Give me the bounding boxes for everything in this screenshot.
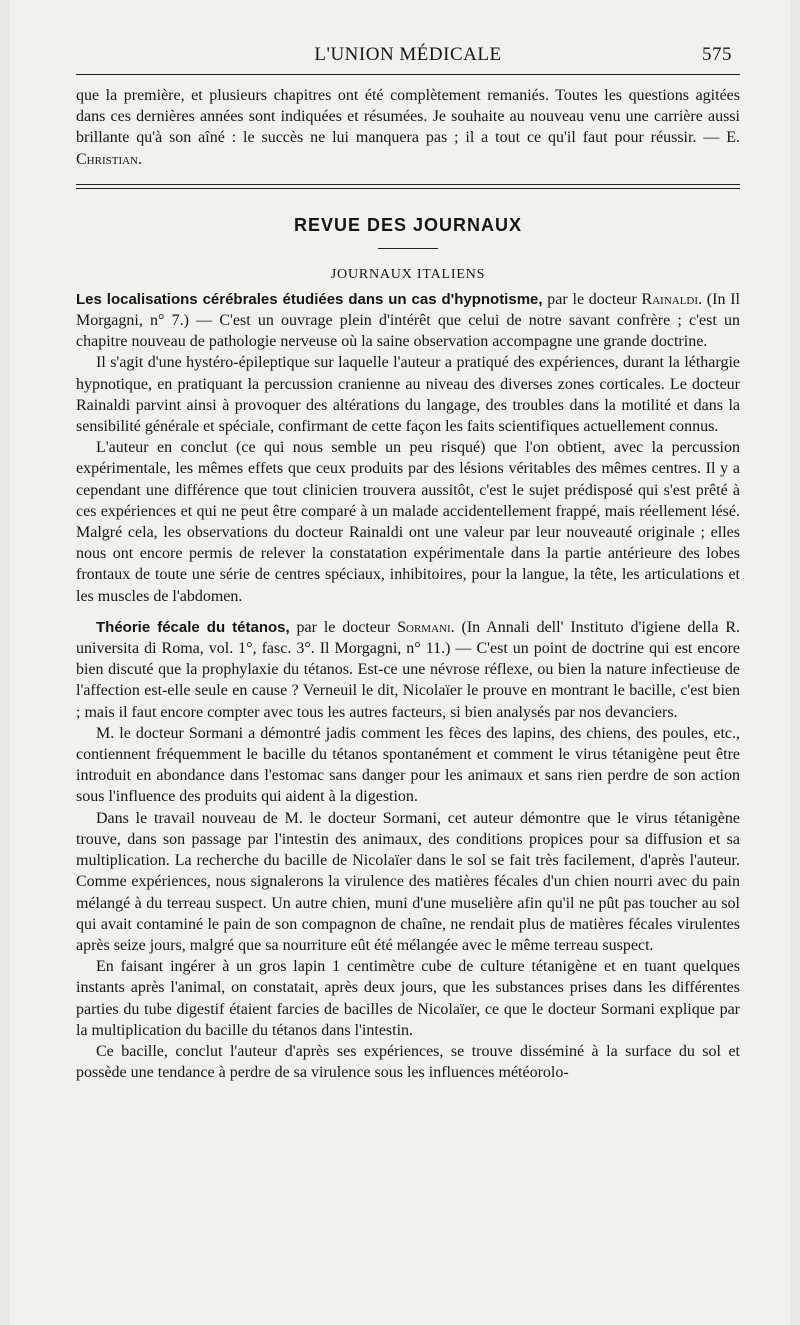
article1-intro: C'est un ouvrage plein d'intérêt que celui de notre savant confrère ; c'est un chapitre nouveau de pathologie nerveuse où la saine observation accompagne une grande doctrine. xyxy=(76,312,741,351)
review-end-paragraph xyxy=(76,85,740,170)
article1-title: Les localisations cérébrales étudiées dans un cas d'hypnotisme, xyxy=(76,290,543,308)
page-number: 575 xyxy=(702,44,732,65)
article1-author: Rainaldi. xyxy=(641,290,703,308)
journal-page xyxy=(10,0,790,1325)
article2-lead xyxy=(76,617,740,723)
article1-byline: par le docteur xyxy=(542,290,642,308)
section-title: REVUE DES JOURNAUX xyxy=(293,214,523,235)
header-rule xyxy=(76,74,740,75)
subsection-title: JOURNAUX ITALIENS xyxy=(330,266,486,282)
review-signature: E. Christian. xyxy=(76,129,740,168)
article1-paragraph-3: L'auteur en conclut (ce qui nous semble un peu risqué) que l'on obtient, avec la percussion expérimentale, les mêmes effets que ceux produits par des lésions véritables des mêmes centres. Il y a cependant une différence que tout clinicien trouvera aussitôt, c'est le sujet prédisposé qui s'est prêté à ces expériences et qui ne peut être comparé à un malade accidentellement frappé, mais réellement lésé. Malgré cela, les observations du docteur Rainaldi ont une valeur par leur nouveauté originale ; elles nous ont encore permis de relever la constatation expérimentale dans la partie antérieure des lobes frontaux de toute une série de centres spéciaux, inhibitoires, pour la langue, la tête, les articulations et les muscles de l'abdomen. xyxy=(76,439,740,605)
review-end-text: que la première, et plusieurs chapitres ont été complètement remaniés. Toutes les questions agitées dans ces dernières années sont indiquées et résumées. Je souhaite au nouveau venu une carrière aussi brillante qu'à son aîné : le succès ne lui manquera pas ; il a tout ce qu'il faut pour réussir. — xyxy=(76,87,740,147)
section-title-rule xyxy=(378,248,438,249)
article2-intro: C'est un point de doctrine qui est encore bien discuté que la prophylaxie du tétanos. Est-ce une névrose réflexe, ou bien la nature infectieuse de l'affection est-elle seule en cause ? Verneuil le dit, Nicolaïer le prouve en montrant le bacille, c'est bien ; mais il faut encore compter avec tous les autres facteurs, si bien analysés par nos devanciers. xyxy=(76,640,741,721)
journal-title: L'UNION MÉDICALE xyxy=(314,44,502,65)
article2-byline: par le docteur xyxy=(289,618,398,636)
article1-lead xyxy=(76,289,740,353)
article-gap xyxy=(76,607,740,617)
section-divider xyxy=(76,184,740,189)
article2-author: Sormani. xyxy=(397,618,455,636)
article1-paragraph-2: Il s'agit d'une hystéro-épileptique sur laquelle l'auteur a pratiqué des expériences, durant la léthargie hypnotique, en pratiquant la percussion cranienne au niveau des diverses zones corticales. Le docteur Rainaldi parvint ainsi à provoquer des altérations du langage, des troubles dans la motilité et dans la sensibilité générale et spéciale, confirmant de cette façon les faits scientifiques actuellement connus. xyxy=(76,354,740,436)
article2-paragraph-3: Dans le travail nouveau de M. le docteur Sormani, cet auteur démontre que le virus tétanigène trouve, dans son passage par l'intestin des animaux, des conditions propices pour sa diffusion et sa multiplication. La recherche du bacille de Nicolaïer dans le sol se fait très facilement, d'après l'auteur. Comme expériences, nous signalerons la virulence des matières fécales d'un chien nourri avec du pain mélangé à du terreau suspect. Un autre chien, muni d'une muselière afin qu'il ne pût pas toucher au sol qui avait contaminé le pain de son compagnon de chaîne, ne rendait plus de matières fécales virulentes après seize jours, malgré que sa nourriture eût été mélangée avec le même terreau suspect. xyxy=(76,809,740,954)
article2-title: Théorie fécale du tétanos, xyxy=(96,618,290,636)
article2-paragraph-2: M. le docteur Sormani a démontré jadis comment les fèces des lapins, des chiens, des poules, etc., contiennent fréquemment le bacille du tétanos spontanément et comment le virus tétanigène peut être introduit en abondance dans l'estomac sans danger pour les animaux et sans rien perdre de son action sous l'influence des produits qui aident à la digestion. xyxy=(76,724,740,806)
article2-paragraph-4: En faisant ingérer à un gros lapin 1 centimètre cube de culture tétanigène et en tuant quelques instants après l'animal, on constatait, après deux jours, que les substances prises dans les différentes parties du tube digestif étaient farcies de bacilles de Nicolaïer, ce que le docteur Sormani explique par la multiplication du bacille du tétanos dans l'intestin. xyxy=(76,958,740,1039)
article1-ref: (In Il Morgagni, n° 7.) — xyxy=(76,290,740,330)
running-header xyxy=(76,44,740,74)
article2-paragraph-5: Ce bacille, conclut l'auteur d'après ses expériences, se trouve disséminé à la surface du sol et possède une tendance à perdre de sa virulence sous les influences météorolo- xyxy=(76,1042,740,1082)
article2-ref: (In Annali dell' Instituto d'igiene della R. universita di Roma, vol. 1°, fasc. 3°. Il Morgagni, n° 11.) — xyxy=(76,618,741,658)
